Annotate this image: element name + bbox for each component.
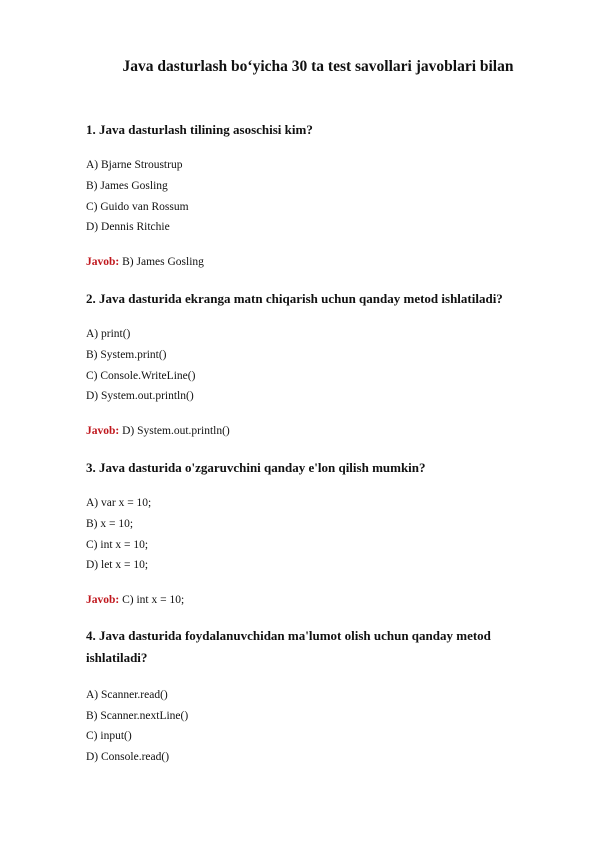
q3-option-d: D) let x = 10; xyxy=(86,559,149,571)
q2-answer xyxy=(86,424,230,438)
q4-option-c: C) input() xyxy=(86,730,132,742)
q1-option-a: A) Bjarne Stroustrup xyxy=(86,159,183,171)
question-3: 3. Java dasturida o'zgaruvchini qanday e'lon qilish mumkin? xyxy=(86,460,426,475)
question-2: 2. Java dasturida ekranga matn chiqarish uchun qanday metod ishlatiladi? xyxy=(86,291,503,306)
q4-option-d: D) Console.read() xyxy=(86,751,170,763)
q2-option-a: A) print() xyxy=(86,328,131,340)
q3-option-c: C) int x = 10; xyxy=(86,539,149,551)
q1-answer xyxy=(86,255,204,269)
answer-label: Javob: xyxy=(86,425,120,437)
q3-option-b: B) x = 10; xyxy=(86,518,134,530)
answer-value: B) James Gosling xyxy=(122,256,204,268)
document-title: Java dasturlash bo‘yicha 30 ta test savollari javoblari bilan xyxy=(122,58,514,75)
question-1: 1. Java dasturlash tilining asoschisi kim? xyxy=(86,122,313,137)
q4-option-a: A) Scanner.read() xyxy=(86,689,168,701)
q1-option-d: D) Dennis Ritchie xyxy=(86,221,170,233)
q3-option-a: A) var x = 10; xyxy=(86,497,152,509)
answer-label: Javob: xyxy=(86,256,120,268)
q1-option-b: B) James Gosling xyxy=(86,180,168,192)
answer-value: C) int x = 10; xyxy=(122,594,185,606)
q2-option-b: B) System.print() xyxy=(86,349,167,361)
q4-option-b: B) Scanner.nextLine() xyxy=(86,710,189,722)
answer-value: D) System.out.println() xyxy=(122,425,230,437)
answer-label: Javob: xyxy=(86,594,120,606)
q3-answer xyxy=(86,593,184,607)
question-4: 4. Java dasturida foydalanuvchidan ma'lumot olish uchun qanday metod ishlatiladi? xyxy=(86,628,491,665)
q2-option-d: D) System.out.println() xyxy=(86,390,194,402)
q1-option-c: C) Guido van Rossum xyxy=(86,201,189,213)
q2-option-c: C) Console.WriteLine() xyxy=(86,370,196,382)
